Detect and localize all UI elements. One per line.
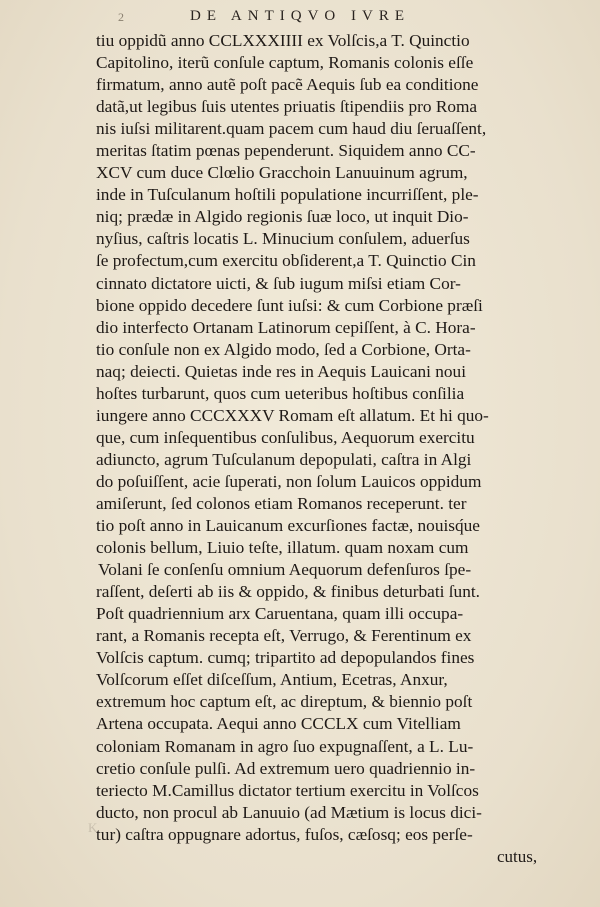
signature-mark: K	[88, 820, 98, 835]
text-line: ſe profectum,cum exercitu obſiderent,a T. Quinctio Cin	[96, 251, 476, 271]
text-line: nyſius, caſtris locatis L. Minucium conſulem, aduerſus	[96, 229, 470, 249]
text-line: raſſent, deſerti ab iis & oppido, & finibus deturbati ſunt.	[96, 582, 480, 602]
text-line: naq; deiecti. Quietas inde res in Aequis Lauicani noui	[96, 361, 467, 381]
text-line: Volſcorum eſſet diſceſſum, Antium, Ecetras, Anxur,	[96, 670, 448, 690]
text-line: do poſuiſſent, acie ſuperati, non ſolum Lauicos oppidum	[96, 471, 482, 491]
text-line: Artena occupata. Aequi anno CCCLX cum Vitelliam	[96, 714, 461, 734]
text-line: Volſcis captum. cumq; tripartito ad depopulandos fines	[96, 648, 475, 668]
text-line: adiuncto, agrum Tuſculanum depopulati, caſtra in Algi	[96, 449, 472, 469]
text-line: tio conſule non ex Algido modo, ſed a Corbione, Orta-	[96, 339, 471, 359]
text-line: tiu oppidũ anno CCLXXXIIII ex Volſcis,a T. Quinctio	[96, 31, 470, 50]
text-line: tio poſt anno in Lauicanum excurſiones factæ, nouisq́ue	[96, 516, 480, 536]
text-line: firmatum, anno autẽ poſt pacẽ Aequis ſub ea conditione	[96, 75, 479, 95]
catchword: cutus,	[497, 847, 538, 866]
text-line: tur) caſtra oppugnare adortus, fuſos, cæſosq; eos perſe-	[96, 824, 473, 844]
text-line: Poſt quadriennium arx Caruentana, quam illi occupa-	[96, 604, 464, 624]
text-line: Capitolino, iterũ conſule captum, Romanis colonis eſſe	[96, 53, 474, 73]
text-line: meritas ſtatim pœnas pependerunt. Siquidem anno CC-	[96, 141, 476, 161]
text-line: inde in Tuſculanum hoſtili populatione incurriſſent, ple-	[96, 185, 479, 205]
text-line: iungere anno CCCXXXV Romam eſt allatum. Et hi quo-	[96, 405, 489, 425]
text-line: XCV cum duce Clœlio Gracchoin Lanuuinum agrum,	[96, 163, 468, 183]
body-text	[96, 30, 578, 846]
text-line: coloniam Romanam in agro ſuo expugnaſſent, a L. Lu-	[96, 736, 474, 756]
text-line: cretio conſule pulſi. Ad extremum uero quadriennio in-	[96, 758, 476, 778]
text-line: rant, a Romanis recepta eſt, Verrugo, & Ferentinum ex	[96, 626, 472, 646]
running-header: DE ANTIQVO IVRE	[190, 8, 410, 24]
text-line: niq; prædæ in Algido regionis ſuæ loco, ut inquit Dio-	[96, 207, 469, 227]
text-line: colonis bellum, Liuio teſte, illatum. quam noxam cum	[96, 538, 469, 558]
text-line: teriecto M.Camillus dictator tertium exercitu in Volſcos	[96, 780, 479, 800]
text-line: hoſtes turbarunt, quos cum ueteribus hoſtibus conſilia	[96, 383, 465, 403]
text-line: Volani ſe conſenſu omnium Aequorum defenſuros ſpe-	[98, 560, 472, 580]
text-line: nis iuſsi militarent.quam pacem cum haud diu ſeruaſſent,	[96, 119, 487, 139]
text-line: ducto, non procul ab Lanuuio (ad Mætium is locus dici-	[96, 802, 482, 822]
page-mark: 2	[118, 10, 124, 24]
text-line: bione oppido decedere ſunt iuſsi: & cum Corbione præſi	[96, 295, 483, 315]
text-line: cinnato dictatore uicti, & ſub iugum miſsi etiam Cor-	[96, 273, 461, 293]
text-line: amiſerunt, ſed colonos etiam Romanos receperunt. ter	[96, 493, 467, 513]
text-line: extremum hoc captum eſt, ac direptum, & biennio poſt	[96, 692, 473, 712]
text-line: dio interfecto Ortanam Latinorum cepiſſent, à C. Hora-	[96, 317, 476, 337]
text-line: que, cum inſequentibus conſulibus, Aequorum exercitu	[96, 427, 475, 447]
text-line: datã,ut legibus ſuis utentes priuatis ſtipendiis pro Roma	[96, 97, 478, 117]
